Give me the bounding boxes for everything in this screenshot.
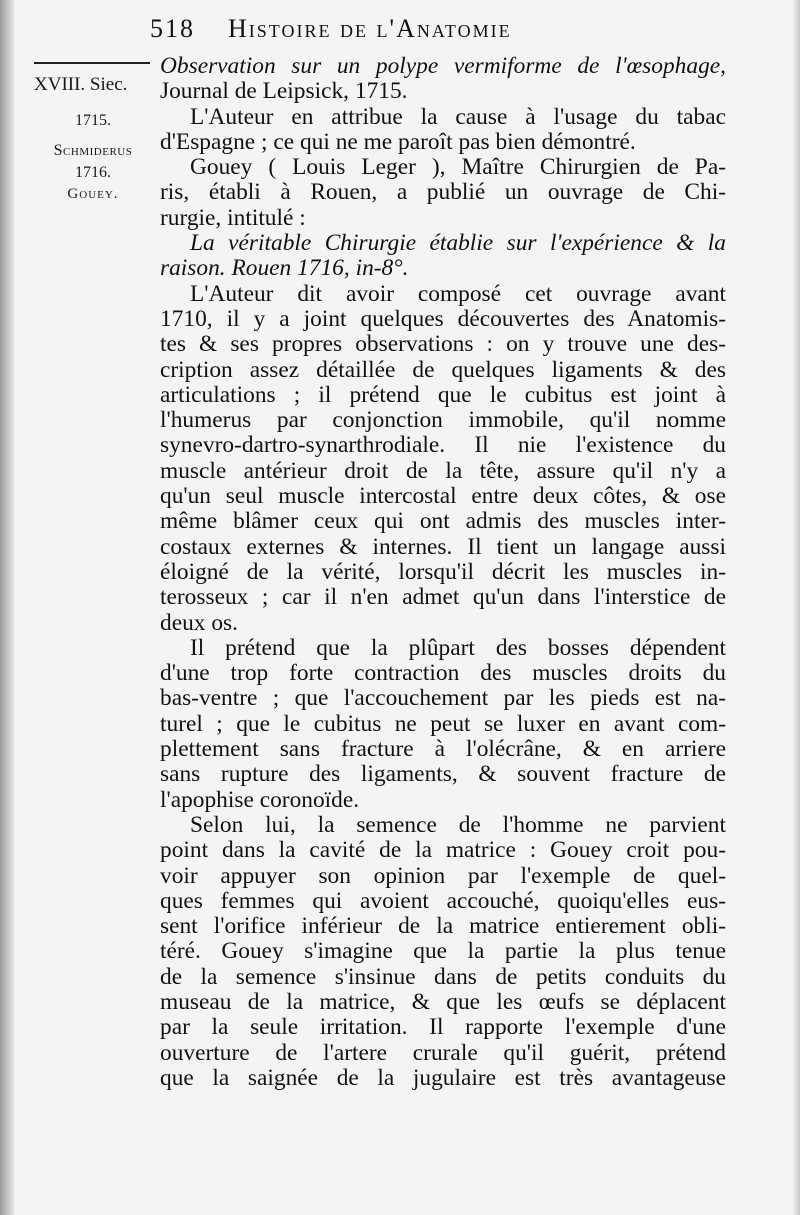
- text-line: l'humerus par conjonction immobile, qu'il nomme: [160, 407, 726, 434]
- text-line: par la seule irritation. Il rapporte l'exemple d'une: [160, 1014, 726, 1041]
- text-line: téré. Gouey s'imagine que la partie la plus tenue: [160, 938, 726, 965]
- text-line: d'une trop forte contraction des muscles droits du: [160, 660, 726, 687]
- text-line: La véritable Chirurgie établie sur l'expérience & la: [190, 230, 726, 257]
- text-line: bas-ventre ; que l'accouchement par les pieds est na-: [160, 685, 726, 712]
- text-line: cription assez détaillée de quelques ligaments & des: [160, 356, 726, 383]
- text-line: Observation sur un polype vermiforme de l'œsophage,: [160, 53, 726, 79]
- text-line: d'Espagne ; ce qui ne me paroît pas bien démontré.: [160, 128, 636, 155]
- text-line: ris, établi à Rouen, a publié un ouvrage de Chi-: [160, 179, 726, 206]
- text-line: deux os.: [160, 609, 238, 636]
- margin-note-gouey: Gouey.: [67, 186, 119, 202]
- text-line: sans rupture des ligaments, & souvent fracture de: [160, 761, 726, 788]
- text-line: museau de la matrice, & que les œufs se déplacent: [160, 988, 726, 1015]
- text-line: L'Auteur en attribue la cause à l'usage du tabac: [190, 103, 726, 130]
- text-line: raison. Rouen 1716, in-8°.: [160, 255, 409, 282]
- text-line: plettement sans fracture à l'olécrâne, & en arriere: [160, 736, 726, 763]
- body-text: [160, 54, 726, 1091]
- text-line: terosseux ; car il n'en admet qu'un dans l'interstice de: [160, 584, 726, 611]
- text-line: Selon lui, la semence de l'homme ne parvient: [190, 811, 726, 838]
- page-number: 518: [150, 14, 195, 43]
- text-line: qu'un seul muscle intercostal entre deux côtes, & ose: [160, 483, 726, 510]
- gutter-shadow: [0, 0, 14, 1215]
- margin-note-year-1716: 1716.: [75, 164, 111, 181]
- text-line: tes & ses propres observations : on y trouve une des-: [160, 331, 726, 358]
- margin-note-century: XVIII. Siec.: [34, 74, 128, 95]
- running-title: Histoire de l'Anatomie: [228, 14, 512, 43]
- text-line: que la saignée de la jugulaire est très avantageuse: [160, 1064, 726, 1091]
- text-line: point dans la cavité de la matrice : Gouey croit pou-: [160, 837, 726, 864]
- text-line: ques femmes qui avoient accouché, quoiqu'elles eus-: [160, 887, 726, 914]
- text-line: de la semence s'insinue dans de petits conduits du: [160, 963, 726, 990]
- page-edge: [792, 0, 800, 1215]
- text-line: muscle antérieur droit de la tête, assure qu'il n'y a: [160, 457, 726, 484]
- text-line: 1710, il y a joint quelques découvertes des Anatomis-: [160, 305, 726, 332]
- text-line: L'Auteur dit avoir composé cet ouvrage avant: [190, 280, 726, 307]
- margin-note-schmiderus: Schmiderus: [53, 142, 133, 159]
- text-line: turel ; que le cubitus ne peut se luxer en avant com-: [160, 710, 726, 737]
- text-line: l'apophise coronoïde.: [160, 786, 360, 813]
- text-line: articulations ; il prétend que le cubitus est joint à: [160, 381, 726, 408]
- text-line: Il prétend que la plûpart des bosses dépendent: [190, 634, 726, 661]
- text-line: même blâmer ceux qui ont admis des muscles inter-: [160, 508, 726, 535]
- margin-rule: [34, 62, 150, 64]
- text-line: voir appuyer son opinion par l'exemple de quel-: [160, 862, 726, 889]
- text-line: Gouey ( Louis Leger ), Maître Chirurgien de Pa-: [190, 154, 726, 181]
- margin-note-year-1715: 1715.: [75, 112, 111, 129]
- text-line: ouverture de l'artere crurale qu'il guérit, prétend: [160, 1039, 726, 1066]
- text-line: Journal de Leipsick, 1715.: [160, 78, 408, 105]
- running-head: [150, 14, 650, 44]
- text-line: sent l'orifice inférieur de la matrice entierement obli-: [160, 913, 726, 940]
- text-line: synevro-dartro-synarthrodiale. Il nie l'existence du: [160, 432, 726, 459]
- text-line: éloigné de la vérité, lorsqu'il décrit les muscles in-: [160, 558, 726, 585]
- text-line: rurgie, intitulé :: [160, 204, 306, 231]
- text-line: costaux externes & internes. Il tient un langage aussi: [160, 533, 726, 560]
